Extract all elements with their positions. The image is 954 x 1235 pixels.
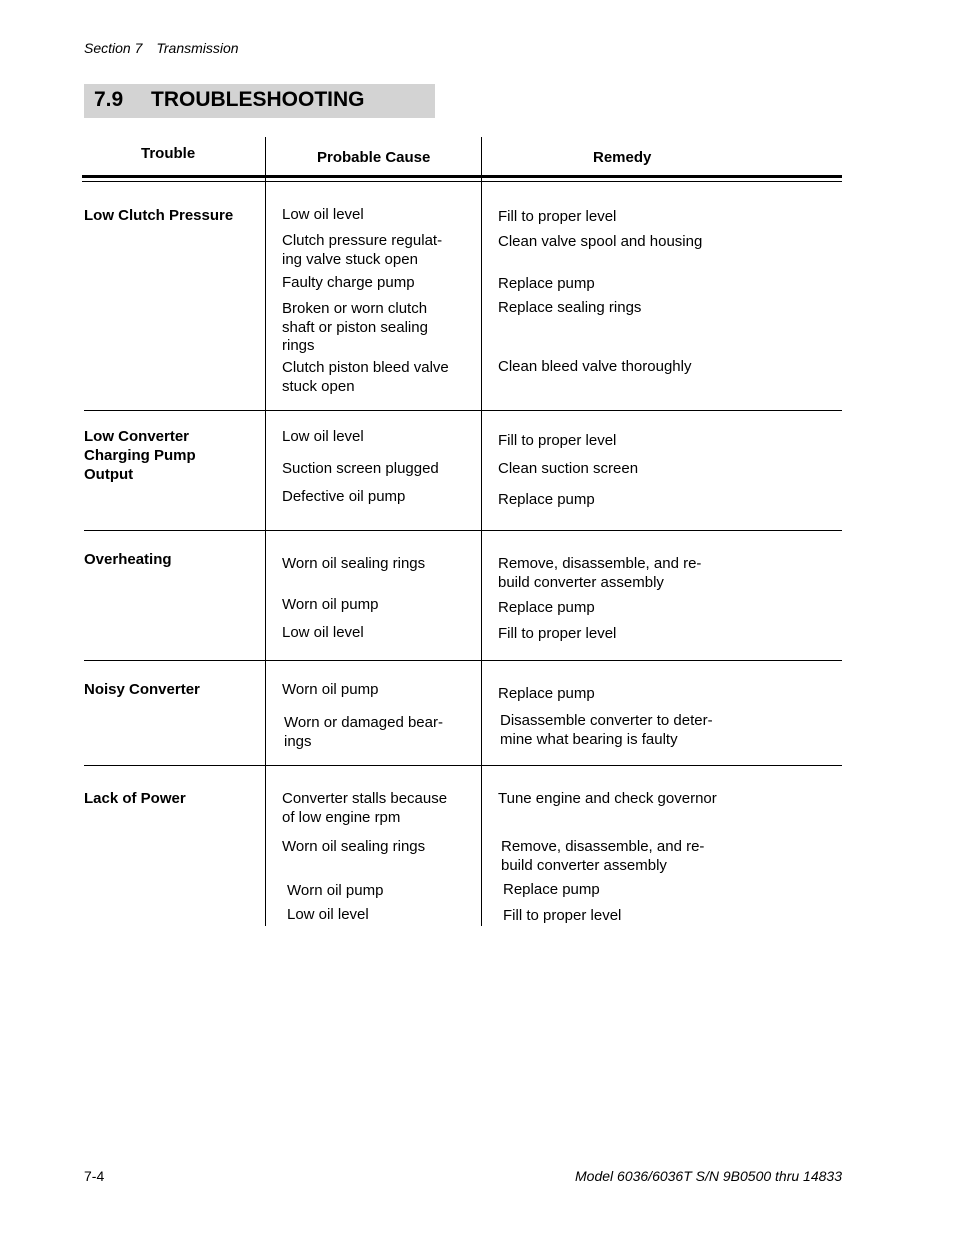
cause-item: Converter stalls because of low engine rpm (282, 790, 448, 826)
remedy-item: Replace pump (498, 599, 595, 616)
section-label: Section 7 (84, 40, 143, 56)
row-divider (84, 660, 842, 661)
trouble-lack-of-power: Lack of Power (84, 790, 186, 807)
section-title: TROUBLESHOOTING (151, 88, 365, 111)
page-number: 7-4 (84, 1168, 105, 1184)
column-header-trouble: Trouble (141, 145, 196, 162)
model-footer: Model 6036/6036T S/N 9B0500 thru 14833 (575, 1168, 842, 1184)
trouble-low-clutch-pressure: Low Clutch Pressure (84, 207, 234, 224)
remedy-item: Fill to proper level (498, 432, 617, 449)
remedy-item: Fill to proper level (498, 625, 617, 642)
trouble-low-converter-charging-pump-output: Low Converter Charging Pump Output (84, 428, 196, 483)
cause-item: Worn oil pump (282, 681, 379, 698)
cause-item: Faulty charge pump (282, 274, 415, 291)
running-head (84, 40, 239, 56)
remedy-item: Disassemble converter to deter- mine what bearing is faulty (500, 712, 713, 748)
header-rule-thick (82, 175, 842, 178)
remedy-item: Replace pump (498, 685, 595, 702)
trouble-overheating: Overheating (84, 551, 172, 568)
remedy-item: Tune engine and check governor (498, 790, 717, 807)
cause-item: Worn oil sealing rings (282, 838, 426, 855)
column-divider-2 (481, 137, 482, 926)
cause-item: Worn oil pump (287, 882, 384, 899)
remedy-item: Remove, disassemble, and re- build converter assembly (501, 838, 705, 874)
cause-item: Worn oil sealing rings (282, 555, 426, 572)
cause-item: Low oil level (282, 206, 364, 223)
remedy-item: Clean bleed valve thoroughly (498, 358, 692, 375)
chapter-label: Transmission (156, 40, 239, 56)
cause-item: Worn or damaged bear- ings (284, 714, 443, 750)
cause-item: Low oil level (282, 428, 364, 445)
remedy-item: Fill to proper level (498, 208, 617, 225)
cause-item: Low oil level (287, 906, 369, 923)
column-header-cause: Probable Cause (317, 149, 431, 166)
cause-item: Clutch pressure regulat- ing valve stuck open (282, 232, 443, 268)
cause-item: Worn oil pump (282, 596, 379, 613)
remedy-item: Replace sealing rings (498, 299, 642, 316)
section-heading (84, 84, 435, 118)
cause-item: Broken or worn clutch shaft or piston sealing rings (282, 300, 428, 354)
remedy-item: Clean suction screen (498, 460, 639, 477)
remedy-item: Clean valve spool and housing (498, 233, 703, 250)
row-divider (84, 765, 842, 766)
row-divider (84, 530, 842, 531)
cause-item: Suction screen plugged (282, 460, 439, 477)
cause-item: Low oil level (282, 624, 364, 641)
column-divider-1 (265, 137, 266, 926)
row-divider (84, 410, 842, 411)
remedy-item: Fill to proper level (503, 907, 622, 924)
header-rule-thin (82, 181, 842, 182)
remedy-item: Remove, disassemble, and re- build converter assembly (498, 555, 702, 591)
remedy-item: Replace pump (503, 881, 600, 898)
remedy-item: Replace pump (498, 275, 595, 292)
cause-item: Defective oil pump (282, 488, 406, 505)
column-header-remedy: Remedy (593, 149, 652, 166)
trouble-noisy-converter: Noisy Converter (84, 681, 200, 698)
section-number: 7.9 (94, 88, 124, 111)
cause-item: Clutch piston bleed valve stuck open (282, 359, 449, 395)
remedy-item: Replace pump (498, 491, 595, 508)
